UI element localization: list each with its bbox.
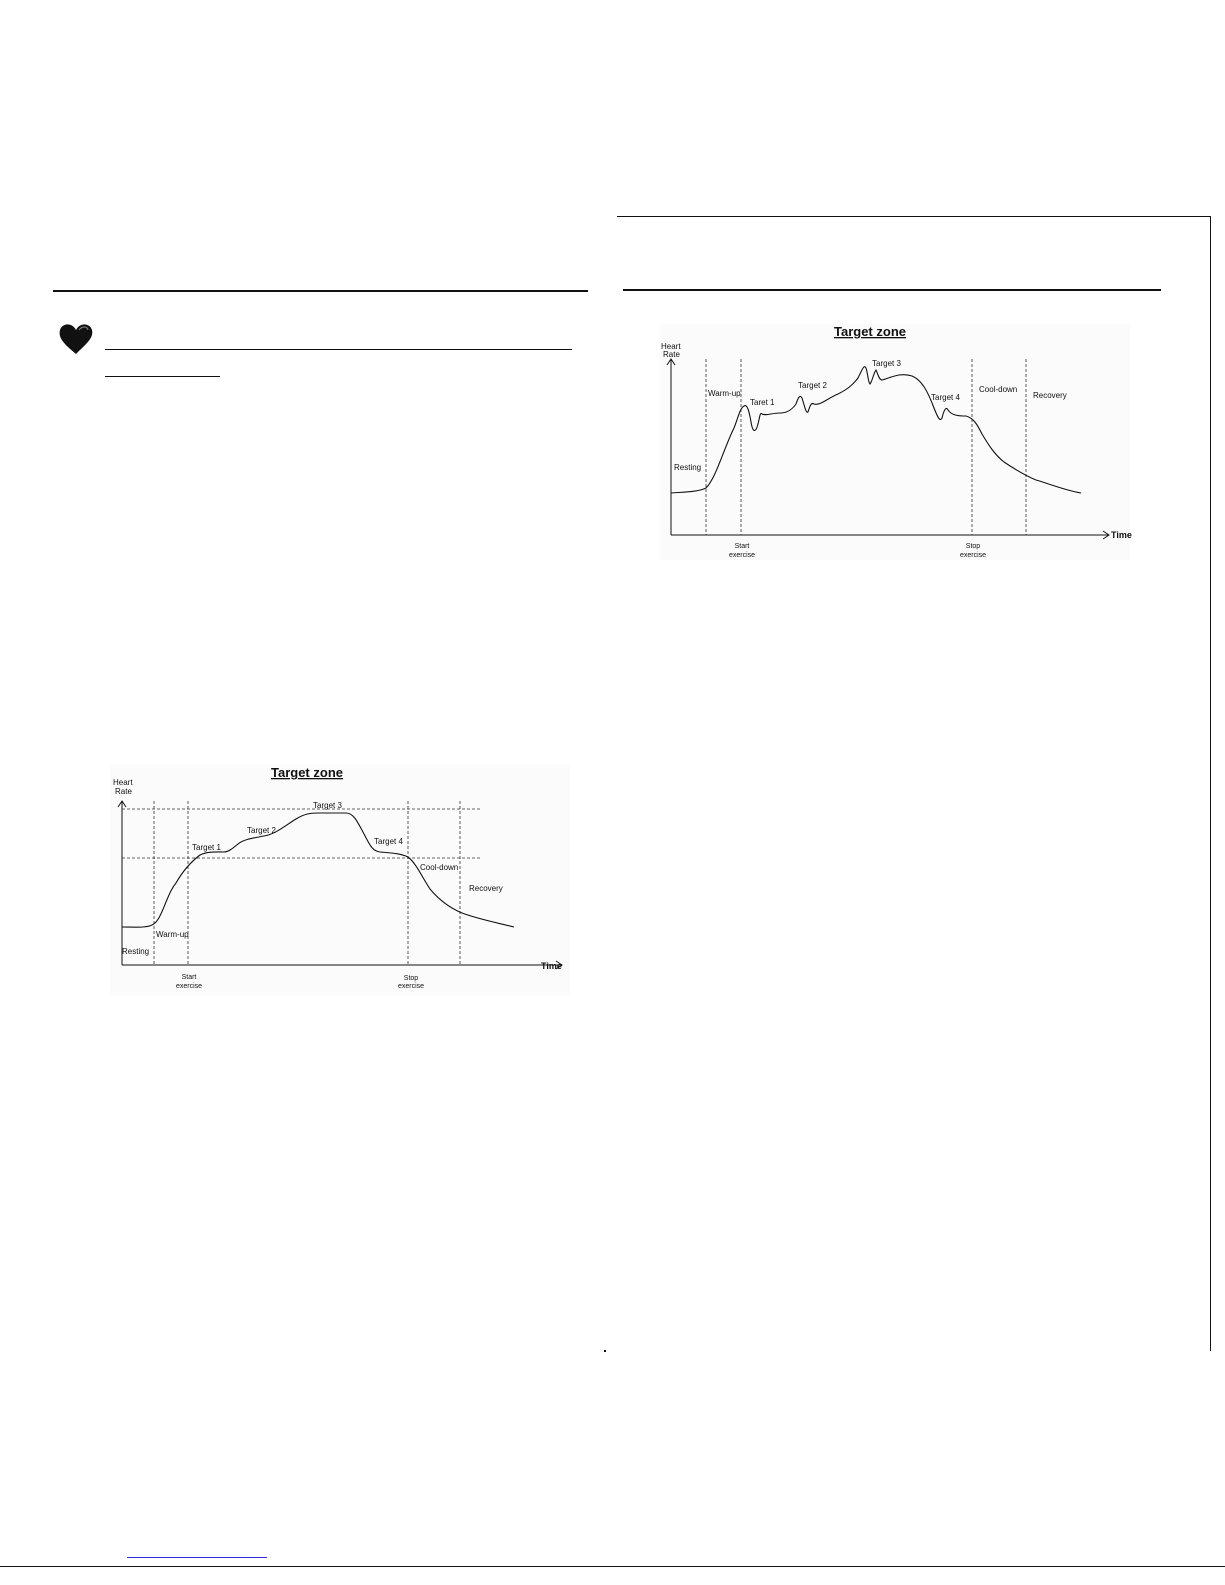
x-axis-label: Time <box>1111 530 1132 540</box>
phase-label: Target 2 <box>798 381 827 390</box>
phase-label: Target 3 <box>872 359 901 368</box>
y-axis-label: Heart <box>113 778 133 787</box>
phase-label: Target 4 <box>931 393 960 402</box>
heading-underline-short <box>105 376 220 377</box>
left-header-rule <box>53 290 588 292</box>
chart-title: Target zone <box>271 765 343 780</box>
right-column-side-border <box>1210 216 1211 1351</box>
footer-link-underline <box>127 1557 267 1558</box>
phase-label: Target 1 <box>192 843 221 852</box>
tick-label-start: Start <box>181 974 197 981</box>
heart-rate-curve <box>671 367 1081 493</box>
phase-label: Target 3 <box>313 801 342 810</box>
footer-rule <box>0 1566 1225 1567</box>
right-header-rule <box>623 289 1161 291</box>
target-zone-figure-right <box>660 324 1130 560</box>
heart-icon <box>56 320 96 360</box>
phase-label: Recovery <box>1033 391 1067 400</box>
phase-label: Resting <box>122 947 150 956</box>
y-axis-label: Heart <box>661 342 681 351</box>
phase-label: Taret 1 <box>750 398 775 407</box>
phase-label: Resting <box>674 463 702 472</box>
tick-label-start: exercise <box>175 983 203 990</box>
x-axis-label: Time <box>541 961 562 971</box>
phase-label: Target 2 <box>247 826 276 835</box>
phase-label: Target 4 <box>374 837 403 846</box>
right-column-top-border <box>617 216 1211 217</box>
y-axis-label: Rate <box>115 787 132 796</box>
target-zone-figure-left <box>110 765 570 995</box>
phase-label: Cool-down <box>979 385 1018 394</box>
y-axis-label: Rate <box>663 350 680 359</box>
tick-label-start: Start <box>734 543 750 550</box>
phase-label: Warm-up <box>708 389 741 398</box>
tick-label-stop: Stop <box>965 543 981 550</box>
tick-label-stop: Stop <box>403 975 419 982</box>
phase-label: Recovery <box>469 884 503 893</box>
page-dot <box>604 1350 606 1352</box>
phase-label: Warm-up <box>156 930 189 939</box>
phase-label: Cool-down <box>420 863 459 872</box>
tick-label-start: exercise <box>728 552 756 559</box>
heading-underline-long <box>105 349 572 350</box>
tick-label-stop: exercise <box>959 552 987 559</box>
chart-title: Target zone <box>834 324 906 339</box>
tick-label-stop: exercise <box>397 983 425 990</box>
